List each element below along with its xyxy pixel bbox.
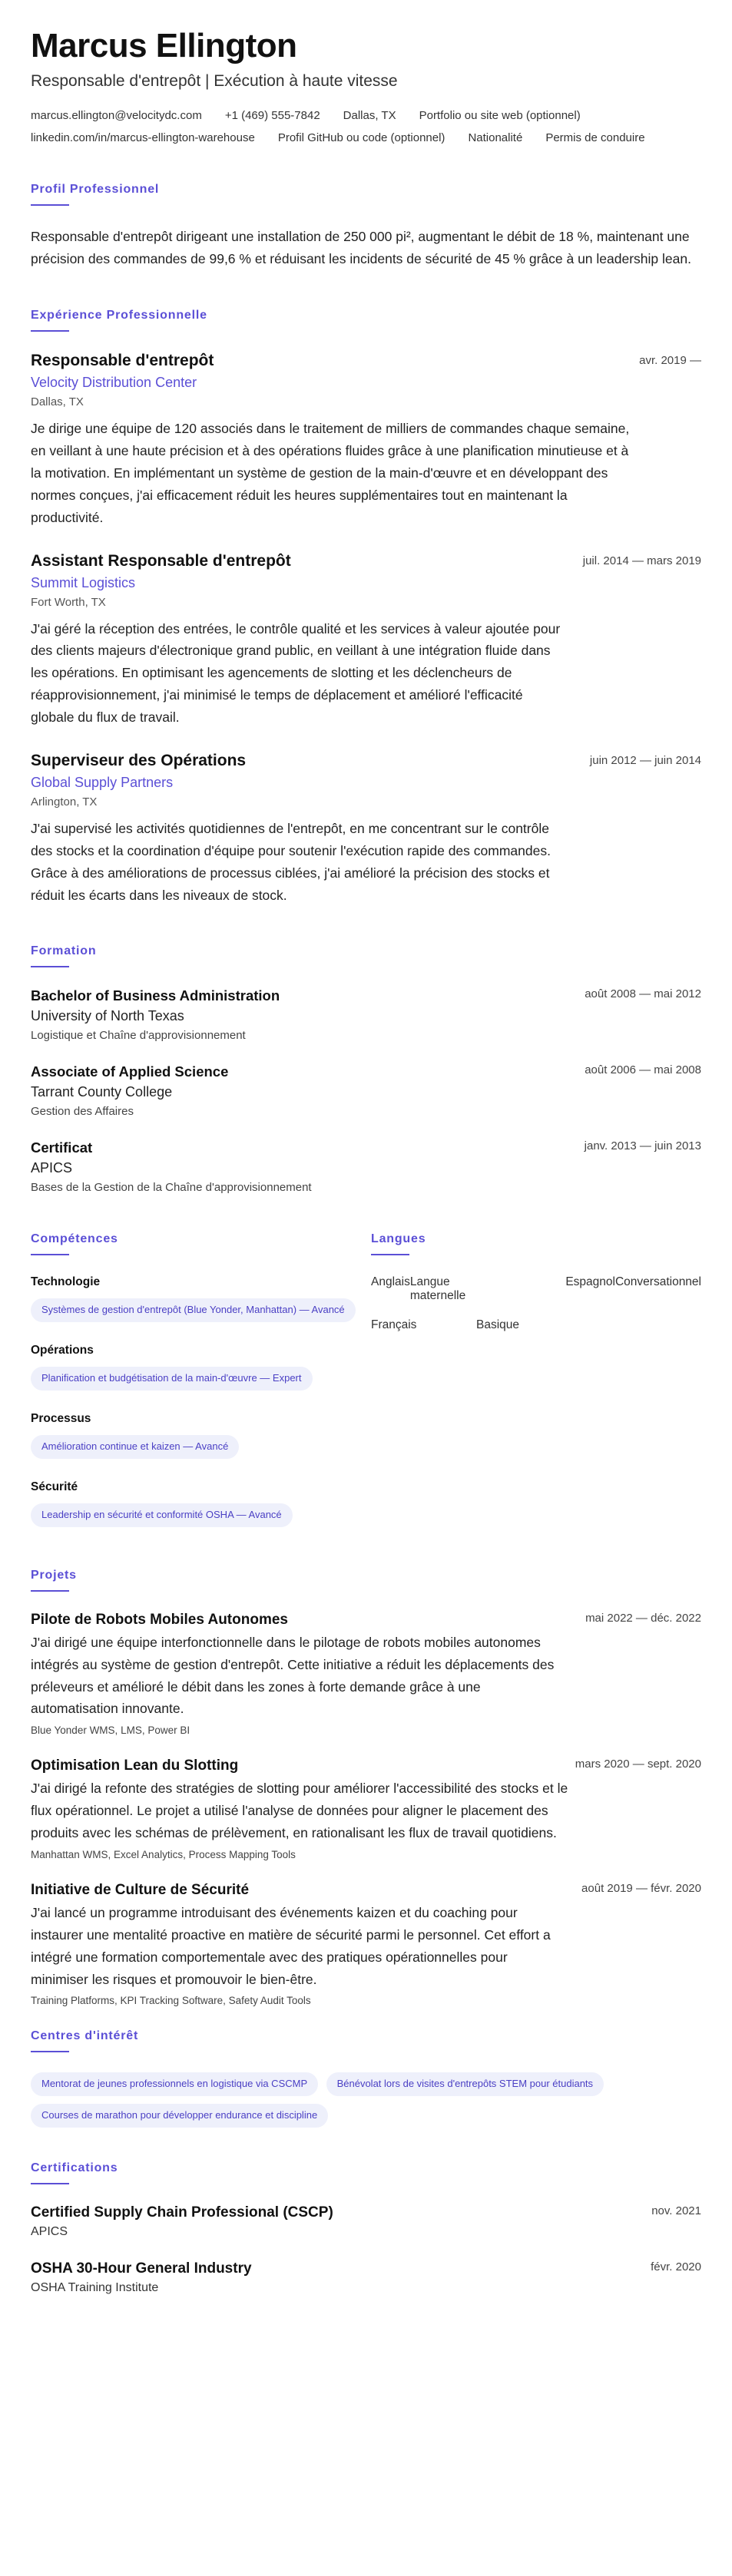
skill-category: Sécurité bbox=[31, 1480, 78, 1493]
job-description: Je dirige une équipe de 120 associés dans le traitement de milliers de commandes chaque semaine, en veillant à une haute précision et à des opérations fluides grâce à une planification minutieuse et à la motivation. En implémentant un système de gestion de la main-d'œuvre et en développant des normes conçues, j'ai efficacement réduit les heures supplémentaires tout en maintenant la productivité. bbox=[31, 421, 630, 525]
certification-entry bbox=[31, 2204, 701, 2239]
skill-category: Processus bbox=[31, 1412, 91, 1426]
interest-chip: Bénévolat lors de visites d'entrepôts STEM pour étudiants bbox=[326, 2072, 604, 2096]
education-date: août 2008 — mai 2012 bbox=[585, 987, 701, 1001]
contact-phone[interactable]: +1 (469) 555-7842 bbox=[224, 109, 320, 123]
candidate-name: Marcus Ellington bbox=[31, 27, 297, 64]
section-title: Centres d'intérêt bbox=[31, 2029, 139, 2043]
contact-driving-license: Permis de conduire bbox=[545, 131, 645, 145]
projects-section bbox=[31, 1569, 701, 2007]
project-description: J'ai lancé un programme introduisant des événements kaizen et du coaching pour instaurer une mentalité proactive en matière de sécurité parmi le personnel. Cet effort a intégré une formation comportementale avec des pratiques opérationnelles pour minimiser les risques et promouvoir le bien-être. bbox=[31, 1904, 551, 1987]
certification-entry bbox=[31, 2260, 701, 2295]
summary-text: Responsable d'entrepôt dirigeant une installation de 250 000 pi², augmentant le débit de 18 %, maintenant une précision des commandes de 99,6 % et réduisant les incidents de sécurité de 45 % grâce à un leadership lean. bbox=[31, 229, 691, 267]
project-description: J'ai dirigé une équipe interfonctionnelle dans le pilotage de robots mobiles autonomes intégrés au système de gestion d'entrepôt. Cette initiative a réduit les déplacements des préleveurs et amélioré le débit dans les zones à forte demande grâce à une automatisation innovante. bbox=[31, 1634, 555, 1717]
education-field: Bases de la Gestion de la Chaîne d'approvisionnement bbox=[31, 1181, 312, 1195]
project-entry bbox=[31, 1758, 701, 1860]
section-title: Formation bbox=[31, 944, 97, 958]
project-tech: Training Platforms, KPI Tracking Software, Safety Audit Tools bbox=[31, 1995, 311, 2007]
languages-section bbox=[371, 1232, 701, 1545]
interest-list bbox=[31, 2072, 701, 2135]
education-field: Gestion des Affaires bbox=[31, 1105, 134, 1119]
project-entry bbox=[31, 1612, 701, 1737]
project-date: mai 2022 — déc. 2022 bbox=[585, 1611, 701, 1625]
skill-chip: Systèmes de gestion d'entrepôt (Blue Yonder, Manhattan) — Avancé bbox=[31, 1298, 356, 1322]
language-level: Conversationnel bbox=[614, 1275, 701, 1289]
project-title: Optimisation Lean du Slotting bbox=[31, 1758, 239, 1774]
section-title: Profil Professionnel bbox=[31, 183, 160, 197]
job-company: Summit Logistics bbox=[31, 574, 136, 590]
education-degree: Certificat bbox=[31, 1139, 93, 1156]
section-divider bbox=[31, 204, 69, 206]
education-entry bbox=[31, 1063, 701, 1118]
skills-languages-row bbox=[31, 1232, 701, 1545]
language-item bbox=[536, 1275, 701, 1303]
certification-name: Certified Supply Chain Professional (CSCP) bbox=[31, 2204, 333, 2221]
education-date: août 2006 — mai 2008 bbox=[585, 1063, 701, 1077]
section-divider bbox=[31, 330, 69, 332]
summary-section bbox=[31, 183, 701, 270]
skill-category: Opérations bbox=[31, 1344, 94, 1357]
job-title: Responsable d'entrepôt bbox=[31, 352, 214, 370]
certifications-section bbox=[31, 2161, 701, 2295]
resume-header bbox=[31, 28, 701, 144]
education-entry bbox=[31, 987, 701, 1042]
language-item bbox=[371, 1275, 536, 1303]
job-location: Dallas, TX bbox=[31, 395, 84, 409]
interests-section bbox=[31, 2029, 701, 2135]
project-tech: Blue Yonder WMS, LMS, Power BI bbox=[31, 1724, 190, 1737]
job-company: Global Supply Partners bbox=[31, 774, 174, 790]
certification-date: nov. 2021 bbox=[651, 2204, 701, 2218]
skill-category: Technologie bbox=[31, 1275, 101, 1289]
certification-name: OSHA 30-Hour General Industry bbox=[31, 2260, 252, 2277]
project-tech: Manhattan WMS, Excel Analytics, Process Mapping Tools bbox=[31, 1848, 296, 1860]
education-degree: Bachelor of Business Administration bbox=[31, 987, 280, 1004]
education-school: APICS bbox=[31, 1160, 73, 1176]
education-entry bbox=[31, 1139, 701, 1194]
skill-chip: Planification et budgétisation de la main-d'œuvre — Expert bbox=[31, 1367, 313, 1391]
project-date: mars 2020 — sept. 2020 bbox=[575, 1758, 701, 1771]
section-title: Langues bbox=[371, 1232, 426, 1246]
language-level: Langue maternelle bbox=[409, 1275, 466, 1303]
skills-section bbox=[31, 1232, 361, 1545]
job-company: Velocity Distribution Center bbox=[31, 375, 197, 391]
section-divider bbox=[371, 1254, 409, 1255]
contact-linkedin[interactable]: linkedin.com/in/marcus-ellington-warehouse bbox=[31, 131, 255, 145]
language-name: Anglais bbox=[371, 1275, 410, 1289]
job-title: Assistant Responsable d'entrepôt bbox=[31, 551, 291, 570]
section-title: Certifications bbox=[31, 2161, 118, 2175]
job-description: J'ai supervisé les activités quotidiennes de l'entrepôt, en me concentrant sur le contrôle des stocks et la coordination d'équipe pour soutenir l'exécution rapide des commandes. Grâce à des améliorations de processus ciblées, j'ai amélioré la précision des stocks et réduit les écarts dans les niveaux de stock. bbox=[31, 820, 551, 903]
contact-portfolio[interactable]: Portfolio ou site web (optionnel) bbox=[419, 109, 581, 123]
skill-chip: Leadership en sécurité et conformité OSHA — Avancé bbox=[31, 1503, 293, 1527]
education-section bbox=[31, 944, 701, 1194]
section-title: Expérience Professionnelle bbox=[31, 309, 207, 322]
project-entry bbox=[31, 1882, 701, 2007]
job-date: juin 2012 — juin 2014 bbox=[589, 753, 701, 767]
project-title: Pilote de Robots Mobiles Autonomes bbox=[31, 1611, 288, 1628]
job-date: juil. 2014 — mars 2019 bbox=[582, 554, 701, 567]
candidate-headline: Responsable d'entrepôt | Exécution à haute vitesse bbox=[31, 72, 398, 91]
contact-nationality: Nationalité bbox=[468, 131, 523, 145]
contact-email[interactable]: marcus.ellington@velocitydc.com bbox=[31, 109, 202, 123]
language-name: Français bbox=[371, 1318, 417, 1332]
education-school: Tarrant County College bbox=[31, 1084, 173, 1100]
section-divider bbox=[31, 1254, 69, 1255]
section-divider bbox=[31, 2183, 69, 2184]
education-degree: Associate of Applied Science bbox=[31, 1063, 229, 1080]
section-divider bbox=[31, 1590, 69, 1592]
language-name: Espagnol bbox=[565, 1275, 615, 1289]
section-divider bbox=[31, 966, 69, 967]
contact-github[interactable]: Profil GitHub ou code (optionnel) bbox=[277, 131, 445, 145]
project-description: J'ai dirigé la refonte des stratégies de slotting pour améliorer l'accessibilité des stocks et le flux opérationnel. Le projet a utilisé l'analyse de données pour aligner le placement des produits avec les schémas de prélèvement, en rationalisant les flux de travail quotidiens. bbox=[31, 1781, 568, 1841]
contact-list bbox=[31, 109, 701, 144]
project-date: août 2019 — févr. 2020 bbox=[581, 1881, 701, 1895]
project-title: Initiative de Culture de Sécurité bbox=[31, 1881, 250, 1898]
certification-date: févr. 2020 bbox=[651, 2260, 701, 2274]
job-location: Fort Worth, TX bbox=[31, 595, 106, 609]
job-location: Arlington, TX bbox=[31, 795, 98, 809]
job-entry bbox=[31, 552, 701, 729]
interest-chip: Courses de marathon pour développer endurance et discipline bbox=[31, 2104, 328, 2128]
language-level: Basique bbox=[476, 1318, 520, 1332]
section-title: Compétences bbox=[31, 1232, 118, 1246]
certification-issuer: OSHA Training Institute bbox=[31, 2281, 159, 2295]
section-title: Projets bbox=[31, 1568, 77, 1582]
job-date: avr. 2019 — bbox=[639, 354, 701, 368]
job-entry bbox=[31, 752, 701, 907]
language-item bbox=[371, 1318, 536, 1332]
job-entry bbox=[31, 352, 701, 528]
education-school: University of North Texas bbox=[31, 1008, 184, 1024]
job-description: J'ai géré la réception des entrées, le contrôle qualité et les services à valeur ajoutée pour des clients majeurs d'électronique grand public, en veillant à une intégration fluide dans les opérations. En optimisant les agencements de slotting et les déclencheurs de réapprovisionnement, j'ai minimisé le temps de déplacement et amélioré l'efficacité globale du flux de travail. bbox=[31, 620, 561, 726]
interest-chip: Mentorat de jeunes professionnels en logistique via CSCMP bbox=[31, 2072, 318, 2096]
education-date: janv. 2013 — juin 2013 bbox=[584, 1139, 701, 1153]
certification-issuer: APICS bbox=[31, 2225, 68, 2239]
contact-location: Dallas, TX bbox=[343, 109, 396, 123]
education-field: Logistique et Chaîne d'approvisionnement bbox=[31, 1029, 246, 1043]
skill-chip: Amélioration continue et kaizen — Avancé bbox=[31, 1435, 239, 1459]
job-title: Superviseur des Opérations bbox=[31, 751, 247, 769]
experience-section bbox=[31, 309, 701, 906]
section-divider bbox=[31, 2051, 69, 2052]
